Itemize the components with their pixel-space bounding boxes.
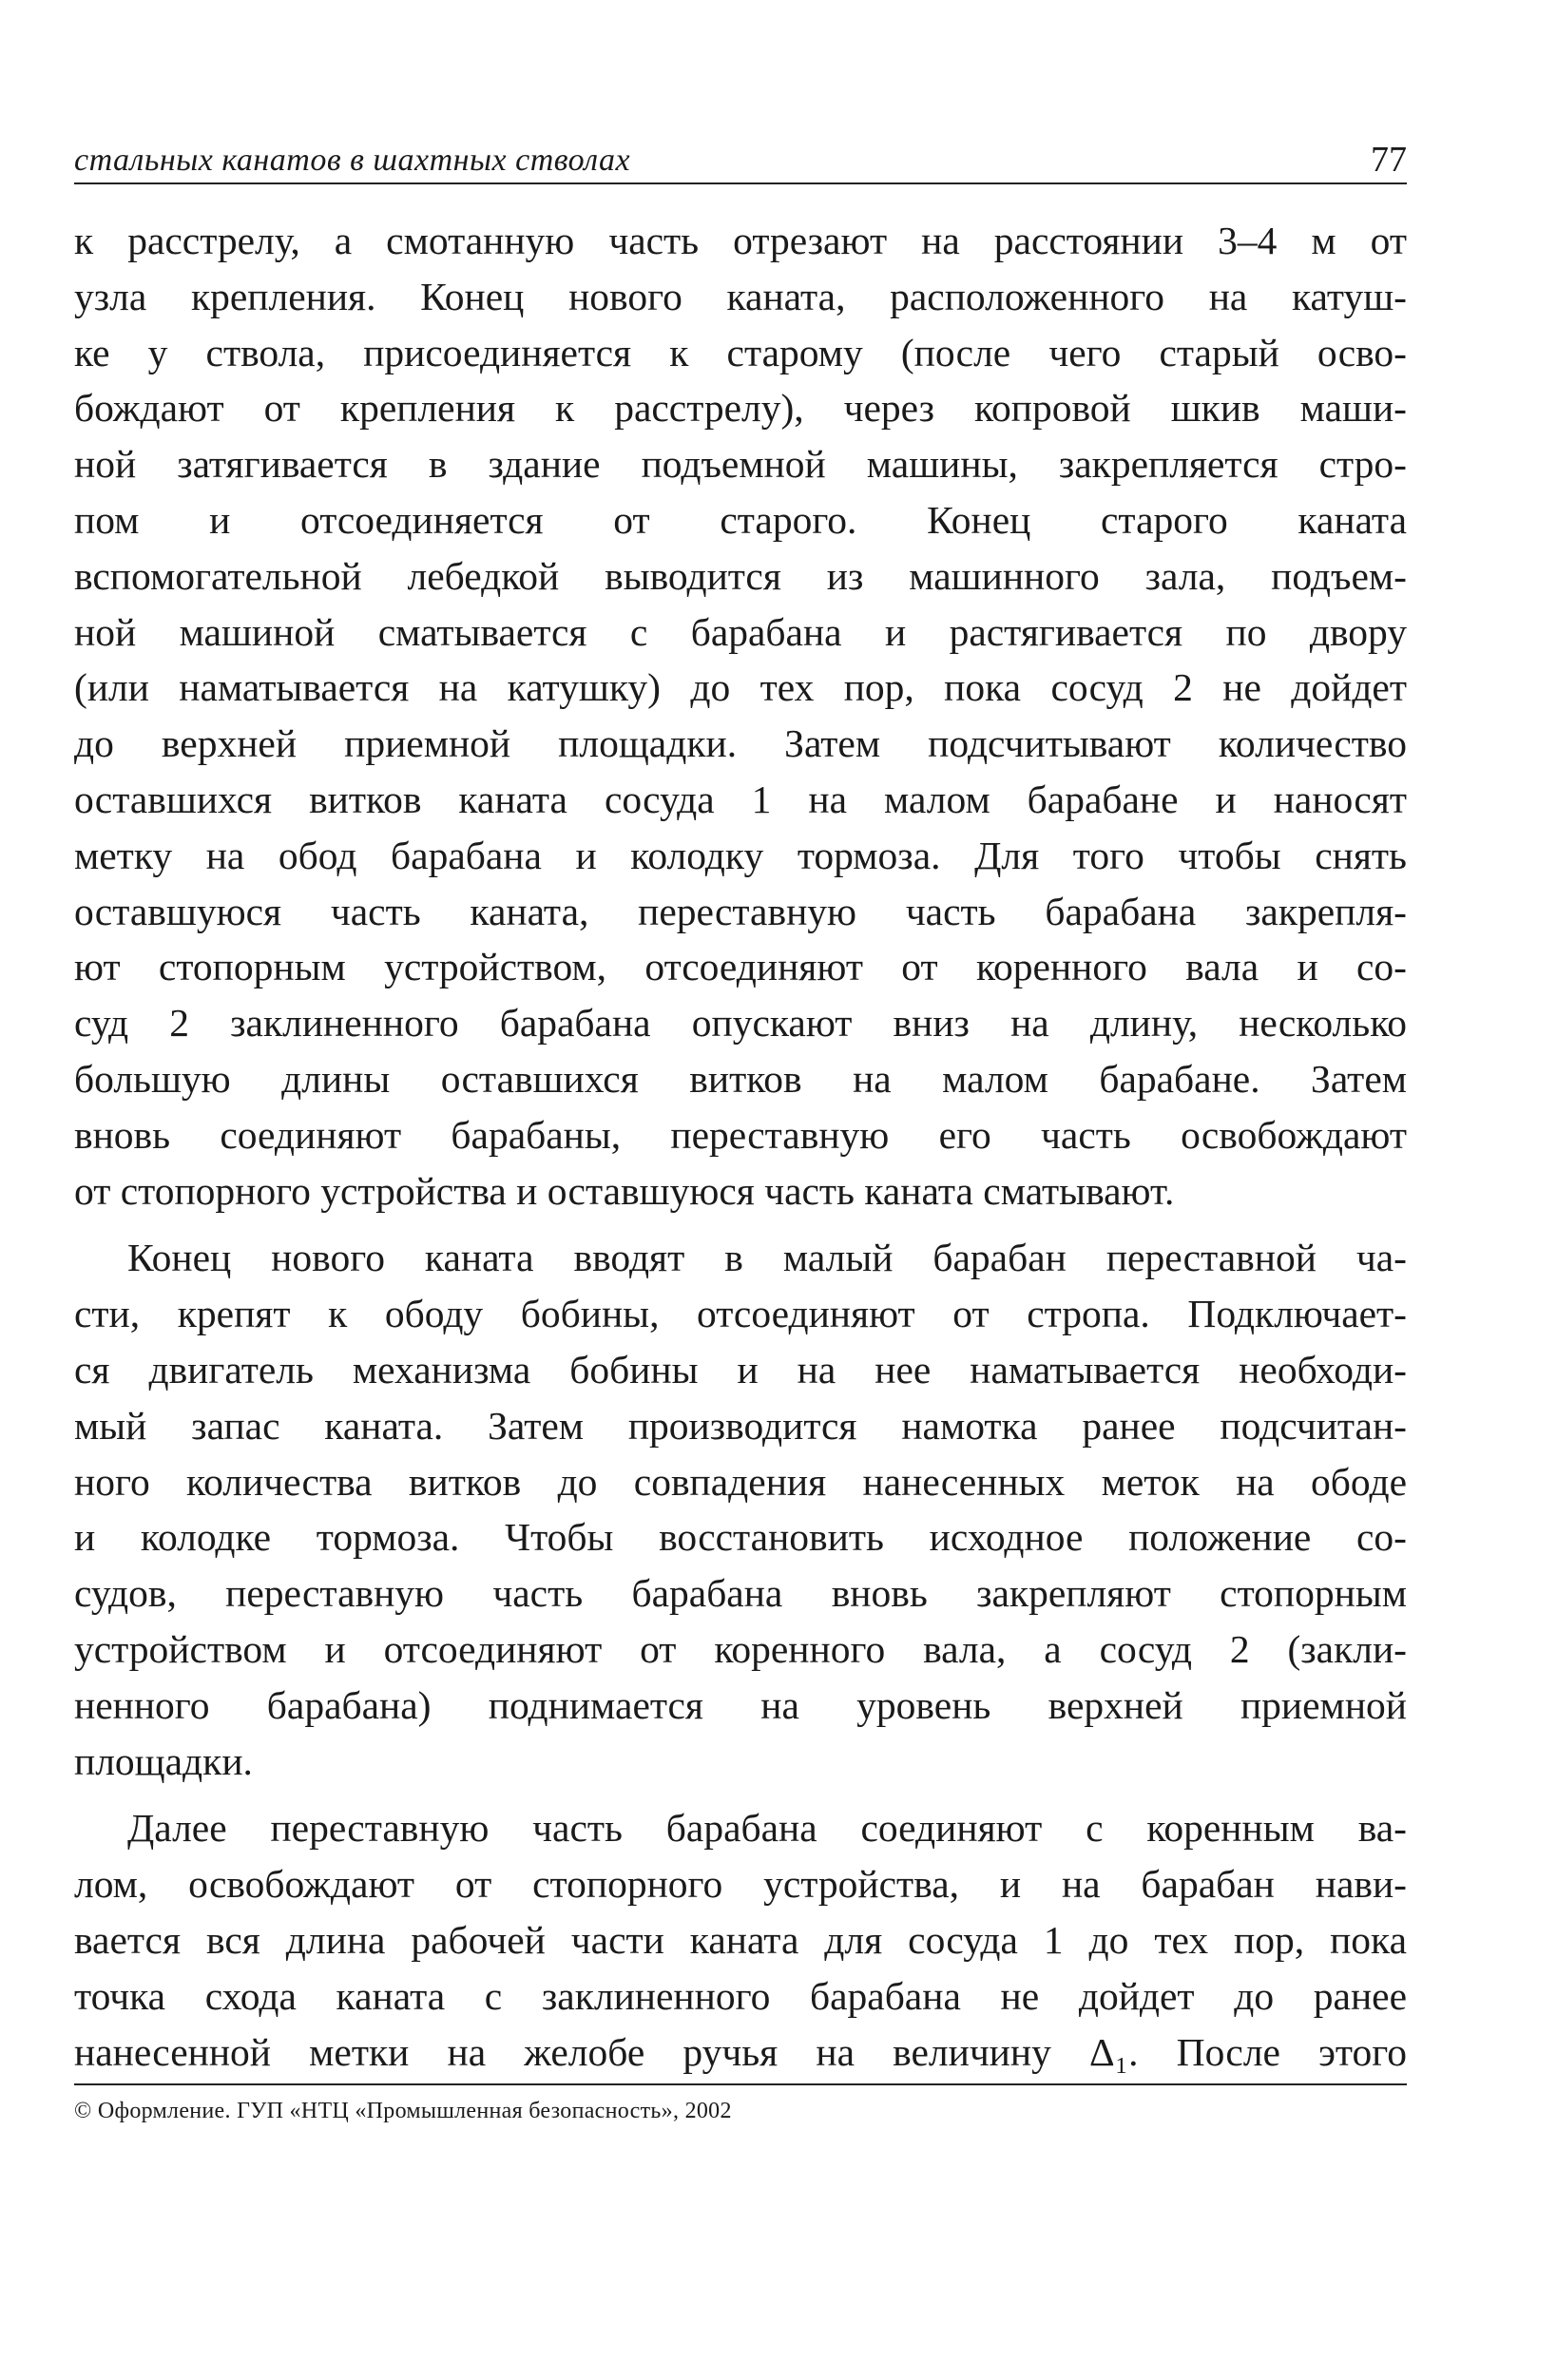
text-line: (или наматывается на катушку) до тех пор, пока сосуд 2 не дойдет	[74, 665, 1407, 710]
text-line: нанесенной метки на желобе ручья на величину Δ₁. После этого	[74, 2029, 1407, 2074]
body-text	[74, 213, 1407, 2080]
footnote-rule	[74, 2083, 1407, 2085]
text-line: ненного барабана) поднимается на уровень верхней приемной	[74, 1682, 1407, 1727]
paragraph-gap	[74, 1219, 1407, 1230]
text-line: оставшихся витков каната сосуда 1 на малом барабане и наносят	[74, 777, 1407, 821]
text-line: ного количества витков до совпадения нанесенных меток на ободе	[74, 1459, 1407, 1504]
text-line: до верхней приемной площадки. Затем подсчитывают количество	[74, 721, 1407, 766]
text-line: лом, освобождают от стопорного устройства, и на барабан нави-	[74, 1862, 1407, 1907]
text-line: вается вся длина рабочей части каната для сосуда 1 до тех пор, пока	[74, 1917, 1407, 1962]
text-line: устройством и отсоединяют от коренного вала, а сосуд 2 (закли-	[74, 1626, 1407, 1671]
text-line: бождают от крепления к расстрелу), через копровой шкив маши-	[74, 386, 1407, 431]
copyright-footnote: © Оформление. ГУП «НТЦ «Промышленная безопасность», 2002	[74, 2099, 732, 2123]
page-number: 77	[1371, 140, 1407, 180]
text-line: ной машиной сматывается с барабана и растягивается по двору	[74, 609, 1407, 654]
text-line: ют стопорным устройством, отсоединяют от коренного вала и со-	[74, 945, 1407, 989]
text-line: ся двигатель механизма бобины и на нее наматывается необходи-	[74, 1347, 1407, 1392]
text-line: мый запас каната. Затем производится намотка ранее подсчитан-	[74, 1403, 1407, 1448]
paragraph	[74, 1800, 1407, 2080]
text-line: точка схода каната с заклиненного барабана не дойдет до ранее	[74, 1973, 1407, 2018]
text-line: пом и отсоединяется от старого. Конец старого каната	[74, 497, 1407, 542]
text-line: сти, крепят к ободу бобины, отсоединяют от стропа. Подключает-	[74, 1292, 1407, 1336]
text-line: к расстрелу, а смотанную часть отрезают на расстоянии 3–4 м от	[74, 219, 1407, 262]
text-line: вновь соединяют барабаны, переставную его часть освобождают	[74, 1112, 1407, 1157]
paragraph	[74, 213, 1407, 1219]
text-line: от стопорного устройства и оставшуюся часть каната сматывают.	[74, 1168, 1175, 1213]
text-line: ке у ствола, присоединяется к старому (после чего старый осво-	[74, 330, 1407, 374]
text-line: судов, переставную часть барабана вновь закрепляют стопорным	[74, 1571, 1407, 1616]
running-title: стальных канатов в шахтных стволах	[74, 143, 631, 178]
text-line: вспомогательной лебедкой выводится из машинного зала, подъем-	[74, 553, 1407, 598]
text-line: Конец нового каната вводят в малый барабан переставной ча-	[127, 1236, 1407, 1280]
text-line: узла крепления. Конец нового каната, расположенного на катуш-	[74, 274, 1407, 318]
paragraph	[74, 1230, 1407, 1789]
text-line: и колодке тормоза. Чтобы восстановить исходное положение со-	[74, 1515, 1407, 1560]
text-line: суд 2 заклиненного барабана опускают вниз на длину, несколько	[74, 1001, 1407, 1046]
text-line: метку на обод барабана и колодку тормоза. Для того чтобы снять	[74, 833, 1407, 877]
paragraph-gap	[74, 1789, 1407, 1800]
text-line: ной затягивается в здание подъемной машины, закрепляется стро-	[74, 442, 1407, 487]
running-header	[74, 141, 1407, 184]
text-line: оставшуюся часть каната, переставную часть барабана закрепля-	[74, 889, 1407, 933]
text-line: Далее переставную часть барабана соединяют с коренным ва-	[127, 1806, 1407, 1851]
text-line: площадки.	[74, 1738, 253, 1783]
text-line: большую длины оставшихся витков на малом барабане. Затем	[74, 1056, 1407, 1101]
